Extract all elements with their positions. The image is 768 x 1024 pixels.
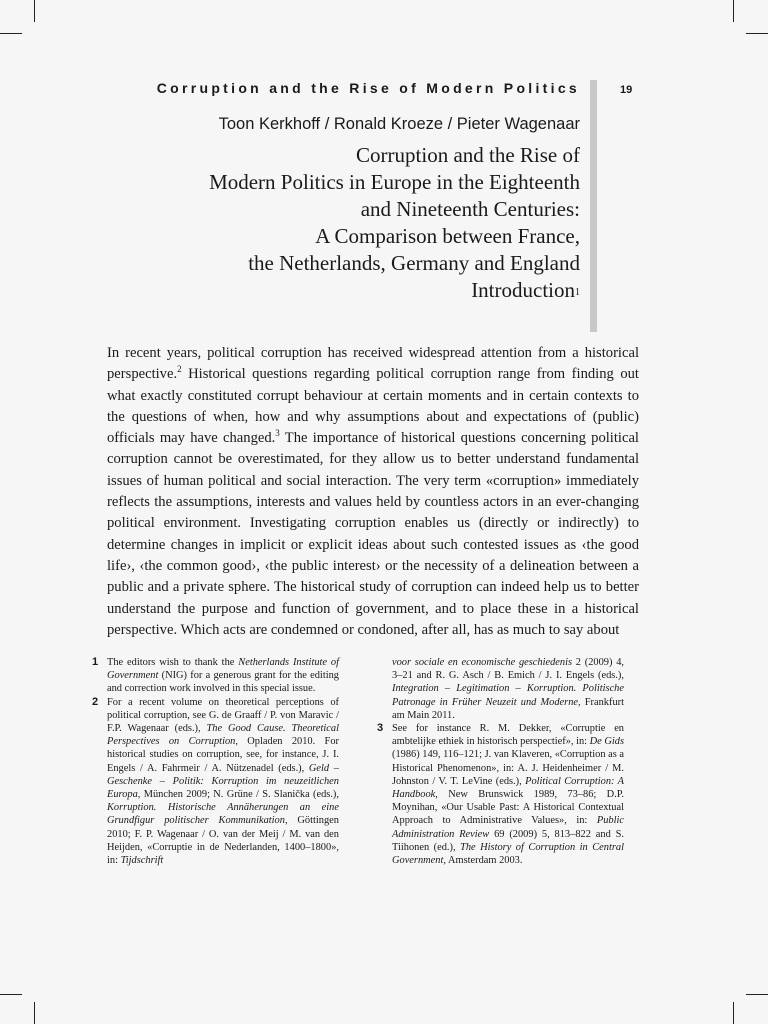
crop-mark-bottom-left-h bbox=[0, 994, 22, 995]
footnote-italic-split: Tijdschrift bbox=[120, 855, 164, 867]
title-line: and Nineteenth Centuries: bbox=[360, 197, 580, 221]
article-title bbox=[60, 142, 580, 277]
title-line: A Comparison between France, bbox=[315, 224, 580, 248]
footnote-text: The editors wish to thank the bbox=[107, 657, 239, 668]
footnote-italic: De Gids bbox=[589, 736, 624, 748]
footnote-text: (1986) 149, 116–121; J. van Klaveren, «Corruption as a Historical Phenomenon», in: A. J. Heidenheimer / M. Johnston / V. T. LeVine (eds.), bbox=[392, 749, 624, 787]
footnote-text: 2 (2009) 4, 3–21 and R. G. Asch / B. Emich / J. I. Engels (eds.), bbox=[392, 657, 624, 682]
title-line: Corruption and the Rise of bbox=[356, 143, 580, 167]
footnote-text: , New Brunswick 1989, 73–86; D.P. Moynihan, «Our Usable Past: A Historical Contextual Approach to Administrative Values», in: bbox=[392, 789, 624, 827]
footnote-2-continued bbox=[377, 656, 624, 722]
footnote-text: , Göttingen 2010; F. P. Wagenaar / O. van der Meij / M. van den Heijden, «Corruptie in de Nederlanden, 1400–1800», in: bbox=[107, 815, 339, 867]
footnote-text: See for instance R. M. Dekker, «Corruptie en ambtelijke ethiek in historisch perspectief», in: bbox=[392, 723, 624, 748]
footnote-text: Frankfurt am Main 2011. bbox=[392, 696, 624, 721]
crop-mark-top-left-v bbox=[34, 0, 35, 22]
footnote-number: 1 bbox=[92, 656, 99, 668]
section-heading-introduction bbox=[60, 277, 580, 304]
page-number: 19 bbox=[620, 84, 633, 96]
footnote-text: (NIG) for a generous grant for the editing and correction work involved in this special issue. bbox=[107, 670, 339, 695]
footnote-italic: Geld – Geschenke – Politik: Korruption im neuzeitlichen Europa bbox=[107, 762, 339, 801]
crop-mark-top-left-h bbox=[0, 33, 22, 34]
footnote-italic: Public Administration Review bbox=[392, 815, 624, 840]
body-paragraph bbox=[107, 343, 639, 641]
footnote-text: , Amsterdam 2003. bbox=[443, 855, 523, 867]
footnote-ref-2[interactable]: 2 bbox=[177, 364, 182, 375]
footnotes-right-column bbox=[377, 656, 624, 867]
crop-mark-bottom-right-v bbox=[733, 1002, 734, 1024]
crop-mark-top-right-h bbox=[746, 33, 768, 34]
crop-mark-bottom-right-h bbox=[746, 994, 768, 995]
footnote-italic: The History of Corruption in Central Government bbox=[392, 841, 624, 867]
footnote-italic-continued: voor sociale en economische geschiedenis bbox=[392, 657, 573, 668]
footnote-italic: Korruption. Historische Annäherungen an eine Grundfigur politischer Kommunikation bbox=[107, 802, 339, 827]
body-text-segment: Historical questions regarding political corruption range from finding out what exactly constituted corrupt behaviour at certain moments and in certain contexts to the questions of when, how and why assumptions about and expectations of (public) officials may have changed. bbox=[107, 366, 639, 447]
footnote-number: 3 bbox=[377, 722, 384, 735]
footnotes-left-column bbox=[92, 656, 339, 867]
body-text-segment: The importance of historical questions concerning political corruption cannot be overestimated, for they allow us to better understand fundamental issues of human political and social interaction. The very term «corruption» immediately reflects the assumptions, interests and values held by countless actors in an ever-changing political environment. Investigating corruption enables us (directly or indirectly) to determine changes in implicit or explicit ideas about such contested issues as ‹the good life›, ‹the common good›, ‹the public interest› or the necessity of a delineation between a public and a private sphere. The historical study of corruption can indeed help us to better understand the purpose and function of government, and to place these in a historical perspective. Which acts are condemned or condoned, after all, has as much to say about bbox=[107, 430, 639, 638]
footnote-italic: Political Corruption: A Handbook bbox=[392, 775, 624, 801]
footnote-text: 69 (2009) 5, 813–822 and S. Tiihonen (ed.), bbox=[392, 828, 625, 853]
footnote-text: For a recent volume on theoretical perceptions of political corruption, see G. de Graaff / P. von Maravic / F.P. Wagenaar (eds.), bbox=[107, 696, 339, 735]
footnote-text: , München 2009; N. Grüne / S. Slanička (eds.), bbox=[137, 789, 339, 801]
footnote-italic: Netherlands Institute of Government bbox=[107, 657, 339, 682]
running-head: Corruption and the Rise of Modern Politics bbox=[156, 80, 580, 96]
footnote-ref-3[interactable]: 3 bbox=[275, 428, 280, 439]
crop-mark-top-right-v bbox=[733, 0, 734, 22]
footnote-italic: The Good Cause. Theoretical Perspectives on Corruption bbox=[107, 723, 339, 748]
footnote-3 bbox=[377, 722, 624, 867]
footnote-italic: Integration – Legitimation – Korruption. Politische Patronage in Früher Neuzeit und Moderne, bbox=[392, 683, 624, 708]
footnote-1 bbox=[92, 656, 339, 696]
title-rule-bar bbox=[590, 80, 597, 332]
section-heading-text: Introduction bbox=[471, 278, 575, 302]
crop-mark-bottom-left-v bbox=[34, 1002, 35, 1024]
title-line: the Netherlands, Germany and England bbox=[248, 251, 580, 275]
footnote-number: 2 bbox=[92, 695, 99, 708]
article-authors: Toon Kerkhoff / Ronald Kroeze / Pieter Wagenaar bbox=[218, 115, 580, 133]
footnote-text: , Opladen 2010. For historical studies on corruption, see, for instance, J. I. Engels / A. Fahrmeir / A. Nützenadel (eds.), bbox=[107, 736, 339, 774]
body-text-segment: In recent years, political corruption has received widespread attention from a historical perspective. bbox=[107, 345, 639, 383]
title-line: Modern Politics in Europe in the Eighteenth bbox=[209, 170, 580, 194]
footnote-ref-1[interactable]: 1 bbox=[575, 287, 580, 298]
footnote-2 bbox=[92, 696, 339, 868]
